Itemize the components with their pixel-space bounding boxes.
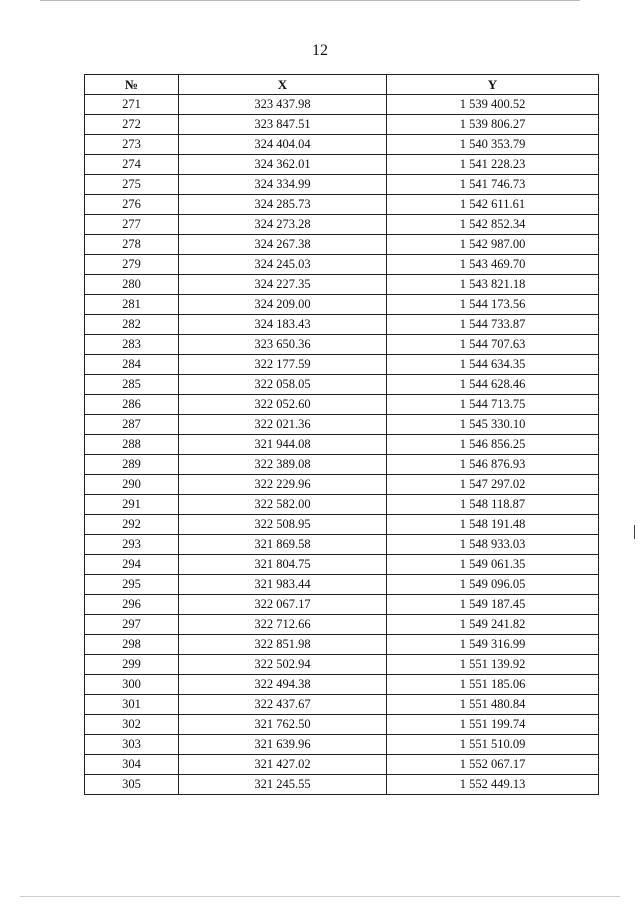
cell-x: 322 229.96 bbox=[179, 475, 387, 495]
table-row bbox=[85, 595, 599, 615]
cell-y: 1 552 067.17 bbox=[387, 755, 599, 775]
cell-number: 273 bbox=[85, 135, 179, 155]
cell-x: 324 245.03 bbox=[179, 255, 387, 275]
table-row bbox=[85, 575, 599, 595]
cell-y: 1 543 821.18 bbox=[387, 275, 599, 295]
table-row bbox=[85, 695, 599, 715]
cell-number: 302 bbox=[85, 715, 179, 735]
cell-y: 1 539 400.52 bbox=[387, 95, 599, 115]
cell-y: 1 542 611.61 bbox=[387, 195, 599, 215]
table-row bbox=[85, 515, 599, 535]
cell-y: 1 549 187.45 bbox=[387, 595, 599, 615]
cell-y: 1 548 191.48 bbox=[387, 515, 599, 535]
table-row bbox=[85, 415, 599, 435]
cell-x: 322 502.94 bbox=[179, 655, 387, 675]
cell-number: 299 bbox=[85, 655, 179, 675]
cell-number: 277 bbox=[85, 215, 179, 235]
cell-number: 290 bbox=[85, 475, 179, 495]
cell-y: 1 549 096.05 bbox=[387, 575, 599, 595]
cell-x: 324 285.73 bbox=[179, 195, 387, 215]
cell-number: 293 bbox=[85, 535, 179, 555]
cell-y: 1 541 228.23 bbox=[387, 155, 599, 175]
table-row bbox=[85, 555, 599, 575]
cell-y: 1 549 061.35 bbox=[387, 555, 599, 575]
header-row bbox=[85, 75, 599, 95]
cell-x: 324 227.35 bbox=[179, 275, 387, 295]
cell-y: 1 544 733.87 bbox=[387, 315, 599, 335]
cell-number: 283 bbox=[85, 335, 179, 355]
cell-x: 324 273.28 bbox=[179, 215, 387, 235]
cell-x: 322 712.66 bbox=[179, 615, 387, 635]
table-row bbox=[85, 395, 599, 415]
table-row bbox=[85, 735, 599, 755]
cell-number: 292 bbox=[85, 515, 179, 535]
cell-number: 275 bbox=[85, 175, 179, 195]
cell-x: 322 058.05 bbox=[179, 375, 387, 395]
cell-y: 1 540 353.79 bbox=[387, 135, 599, 155]
column-header-y: Y bbox=[387, 75, 599, 95]
cell-y: 1 549 316.99 bbox=[387, 635, 599, 655]
cell-number: 297 bbox=[85, 615, 179, 635]
cell-x: 323 437.98 bbox=[179, 95, 387, 115]
cell-x: 321 639.96 bbox=[179, 735, 387, 755]
table-row bbox=[85, 755, 599, 775]
cell-number: 301 bbox=[85, 695, 179, 715]
cell-x: 322 508.95 bbox=[179, 515, 387, 535]
cell-number: 286 bbox=[85, 395, 179, 415]
table-row bbox=[85, 495, 599, 515]
table-row bbox=[85, 315, 599, 335]
cell-number: 295 bbox=[85, 575, 179, 595]
table-row bbox=[85, 275, 599, 295]
coordinates-table bbox=[84, 74, 599, 795]
cell-number: 291 bbox=[85, 495, 179, 515]
table-row bbox=[85, 215, 599, 235]
cell-x: 321 869.58 bbox=[179, 535, 387, 555]
cell-y: 1 551 185.06 bbox=[387, 675, 599, 695]
scan-edge-mark bbox=[634, 525, 635, 539]
table-row bbox=[85, 295, 599, 315]
table-row bbox=[85, 475, 599, 495]
cell-x: 323 847.51 bbox=[179, 115, 387, 135]
cell-number: 279 bbox=[85, 255, 179, 275]
table-header bbox=[85, 75, 599, 95]
cell-x: 324 267.38 bbox=[179, 235, 387, 255]
table-row bbox=[85, 635, 599, 655]
cell-y: 1 551 510.09 bbox=[387, 735, 599, 755]
cell-y: 1 542 987.00 bbox=[387, 235, 599, 255]
cell-y: 1 546 856.25 bbox=[387, 435, 599, 455]
cell-y: 1 544 713.75 bbox=[387, 395, 599, 415]
cell-x: 321 804.75 bbox=[179, 555, 387, 575]
cell-number: 294 bbox=[85, 555, 179, 575]
cell-y: 1 551 139.92 bbox=[387, 655, 599, 675]
cell-x: 321 427.02 bbox=[179, 755, 387, 775]
cell-x: 322 021.36 bbox=[179, 415, 387, 435]
table-row bbox=[85, 535, 599, 555]
cell-y: 1 549 241.82 bbox=[387, 615, 599, 635]
table-row bbox=[85, 775, 599, 795]
cell-y: 1 541 746.73 bbox=[387, 175, 599, 195]
cell-x: 324 209.00 bbox=[179, 295, 387, 315]
cell-x: 322 582.00 bbox=[179, 495, 387, 515]
cell-number: 271 bbox=[85, 95, 179, 115]
cell-x: 321 245.55 bbox=[179, 775, 387, 795]
scan-edge-bottom bbox=[20, 896, 620, 897]
cell-x: 322 177.59 bbox=[179, 355, 387, 375]
cell-y: 1 544 634.35 bbox=[387, 355, 599, 375]
cell-number: 278 bbox=[85, 235, 179, 255]
cell-x: 324 362.01 bbox=[179, 155, 387, 175]
cell-x: 324 183.43 bbox=[179, 315, 387, 335]
cell-number: 304 bbox=[85, 755, 179, 775]
table-row bbox=[85, 195, 599, 215]
cell-x: 324 404.04 bbox=[179, 135, 387, 155]
cell-number: 280 bbox=[85, 275, 179, 295]
cell-y: 1 544 628.46 bbox=[387, 375, 599, 395]
cell-number: 282 bbox=[85, 315, 179, 335]
table-row bbox=[85, 335, 599, 355]
cell-y: 1 546 876.93 bbox=[387, 455, 599, 475]
table-row bbox=[85, 675, 599, 695]
cell-y: 1 545 330.10 bbox=[387, 415, 599, 435]
column-header-number: № bbox=[85, 75, 179, 95]
table-row bbox=[85, 155, 599, 175]
cell-number: 287 bbox=[85, 415, 179, 435]
cell-number: 305 bbox=[85, 775, 179, 795]
cell-y: 1 542 852.34 bbox=[387, 215, 599, 235]
cell-number: 298 bbox=[85, 635, 179, 655]
table-row bbox=[85, 455, 599, 475]
page-number: 12 bbox=[312, 42, 328, 59]
table-row bbox=[85, 115, 599, 135]
cell-x: 322 052.60 bbox=[179, 395, 387, 415]
cell-number: 285 bbox=[85, 375, 179, 395]
cell-y: 1 551 480.84 bbox=[387, 695, 599, 715]
table-row bbox=[85, 235, 599, 255]
table-row bbox=[85, 435, 599, 455]
cell-number: 300 bbox=[85, 675, 179, 695]
cell-number: 284 bbox=[85, 355, 179, 375]
cell-number: 289 bbox=[85, 455, 179, 475]
cell-number: 281 bbox=[85, 295, 179, 315]
cell-number: 272 bbox=[85, 115, 179, 135]
cell-x: 323 650.36 bbox=[179, 335, 387, 355]
cell-x: 321 944.08 bbox=[179, 435, 387, 455]
cell-y: 1 548 933.03 bbox=[387, 535, 599, 555]
table-row bbox=[85, 715, 599, 735]
cell-number: 274 bbox=[85, 155, 179, 175]
cell-x: 322 494.38 bbox=[179, 675, 387, 695]
table-row bbox=[85, 175, 599, 195]
table-row bbox=[85, 255, 599, 275]
cell-x: 322 389.08 bbox=[179, 455, 387, 475]
cell-y: 1 544 173.56 bbox=[387, 295, 599, 315]
cell-number: 303 bbox=[85, 735, 179, 755]
table-row bbox=[85, 95, 599, 115]
cell-x: 322 437.67 bbox=[179, 695, 387, 715]
cell-number: 288 bbox=[85, 435, 179, 455]
table-row bbox=[85, 615, 599, 635]
scan-edge-top bbox=[40, 0, 580, 1]
cell-y: 1 551 199.74 bbox=[387, 715, 599, 735]
cell-x: 321 762.50 bbox=[179, 715, 387, 735]
cell-x: 322 067.17 bbox=[179, 595, 387, 615]
column-header-x: X bbox=[179, 75, 387, 95]
cell-y: 1 543 469.70 bbox=[387, 255, 599, 275]
table-row bbox=[85, 135, 599, 155]
cell-y: 1 547 297.02 bbox=[387, 475, 599, 495]
table-row bbox=[85, 655, 599, 675]
table-row bbox=[85, 375, 599, 395]
table-row bbox=[85, 355, 599, 375]
cell-x: 324 334.99 bbox=[179, 175, 387, 195]
cell-x: 322 851.98 bbox=[179, 635, 387, 655]
cell-y: 1 539 806.27 bbox=[387, 115, 599, 135]
cell-number: 276 bbox=[85, 195, 179, 215]
cell-y: 1 544 707.63 bbox=[387, 335, 599, 355]
cell-x: 321 983.44 bbox=[179, 575, 387, 595]
table-body bbox=[85, 95, 599, 795]
cell-y: 1 548 118.87 bbox=[387, 495, 599, 515]
cell-y: 1 552 449.13 bbox=[387, 775, 599, 795]
cell-number: 296 bbox=[85, 595, 179, 615]
